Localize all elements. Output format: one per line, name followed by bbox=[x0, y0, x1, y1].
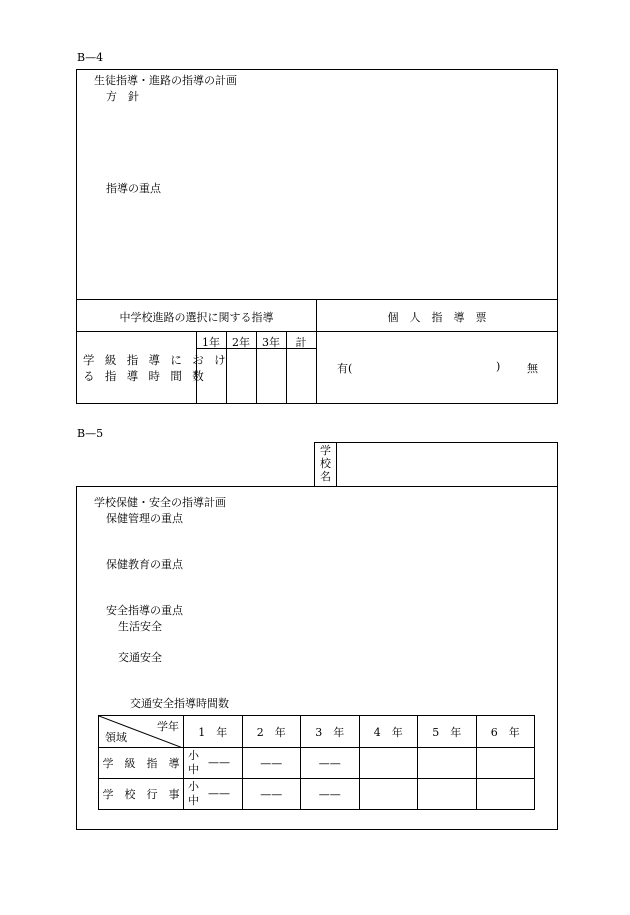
b5-health-mgmt-label: 保健管理の重点 bbox=[106, 512, 183, 525]
b5-safety-focus-label: 安全指導の重点 bbox=[106, 604, 183, 617]
b5-row1-elementary-mark: 小 bbox=[188, 749, 199, 762]
b4-yes-label: 有( bbox=[337, 362, 353, 375]
b5-row1-year2-cell: —— bbox=[242, 748, 301, 779]
b5-table-corner-cell bbox=[99, 716, 184, 748]
b5-life-safety-label: 生活安全 bbox=[118, 620, 162, 633]
b5-year-header-4: 4 年 bbox=[359, 716, 418, 748]
b4-class-hours-line2: る指導時間数 bbox=[83, 369, 215, 383]
b5-row2-year2-cell: —— bbox=[242, 779, 301, 810]
b5-traffic-hours-table bbox=[98, 715, 535, 810]
b5-corner-area-label: 領域 bbox=[105, 731, 127, 744]
b4-middle-school-heading: 中学校進路の選択に関する指導 bbox=[119, 311, 274, 324]
b5-school-name-box bbox=[314, 442, 558, 487]
b5-row-label: 学 校 行 事 bbox=[99, 779, 184, 810]
b5-row2-year6-cell bbox=[476, 779, 535, 810]
b5-health-edu-label: 保健教育の重点 bbox=[106, 558, 183, 571]
b5-school-name-divider bbox=[336, 443, 337, 486]
b4-no-label: 無 bbox=[527, 362, 538, 375]
b4-focus-label: 指導の重点 bbox=[106, 182, 161, 195]
b5-row-label: 学 級 指 導 bbox=[99, 748, 184, 779]
b4-divider-top bbox=[77, 299, 557, 300]
b4-divider-mid bbox=[77, 331, 557, 332]
b5-row1-junior-mark: 中 bbox=[188, 763, 199, 776]
b5-row2-year3-cell: —— bbox=[301, 779, 360, 810]
b4-year-1: 1年 bbox=[202, 336, 220, 349]
b5-row2-junior-mark: 中 bbox=[188, 794, 199, 807]
b5-year-header-2: 2 年 bbox=[242, 716, 301, 748]
b5-traffic-hours-title: 交通安全指導時間数 bbox=[130, 697, 229, 710]
b4-title: 生徒指導・進路の指導の計画 bbox=[94, 74, 237, 87]
b5-row2-year4-cell bbox=[359, 779, 418, 810]
b5-year-header-3: 3 年 bbox=[301, 716, 360, 748]
b5-row2-year5-cell bbox=[418, 779, 477, 810]
b5-row2-year1-cell bbox=[184, 779, 243, 810]
b5-label: B—5 bbox=[77, 427, 104, 440]
b5-row1-year6-cell bbox=[476, 748, 535, 779]
b5-row2-elementary-mark: 小 bbox=[188, 780, 199, 793]
b5-school-name-char-1: 学 bbox=[320, 444, 331, 457]
b5-row1-year1-dash: —— bbox=[208, 756, 230, 769]
b5-row1-year5-cell bbox=[418, 748, 477, 779]
b5-table-row-school-events bbox=[99, 779, 535, 810]
b5-row2-year1-dash: —— bbox=[208, 787, 230, 800]
b4-year-3: 3年 bbox=[262, 336, 280, 349]
b4-policy-label: 方 針 bbox=[106, 90, 139, 103]
b4-year-total: 計 bbox=[295, 336, 307, 349]
b5-table-header-row bbox=[99, 716, 535, 748]
b5-title: 学校保健・安全の指導計画 bbox=[94, 496, 226, 509]
b5-traffic-safety-label: 交通安全 bbox=[118, 651, 162, 664]
b4-class-hours-line1: 学級指導におけ bbox=[83, 353, 236, 367]
b5-year-header-6: 6 年 bbox=[476, 716, 535, 748]
b5-year-header-5: 5 年 bbox=[418, 716, 477, 748]
b5-row1-year1-cell bbox=[184, 748, 243, 779]
b4-personal-card-heading: 個 人 指 導 票 bbox=[387, 311, 487, 324]
b4-label: B—4 bbox=[77, 51, 104, 64]
b5-corner-year-label: 学年 bbox=[157, 720, 179, 733]
b5-row1-year3-cell: —— bbox=[301, 748, 360, 779]
b4-year-2: 2年 bbox=[232, 336, 250, 349]
b5-school-name-char-3: 名 bbox=[320, 470, 331, 483]
b5-year-header-1: 1 年 bbox=[184, 716, 243, 748]
b4-close-paren: ) bbox=[496, 360, 501, 373]
b5-school-name-char-2: 校 bbox=[320, 457, 331, 470]
b5-table-row-class-guidance bbox=[99, 748, 535, 779]
b5-row1-year4-cell bbox=[359, 748, 418, 779]
